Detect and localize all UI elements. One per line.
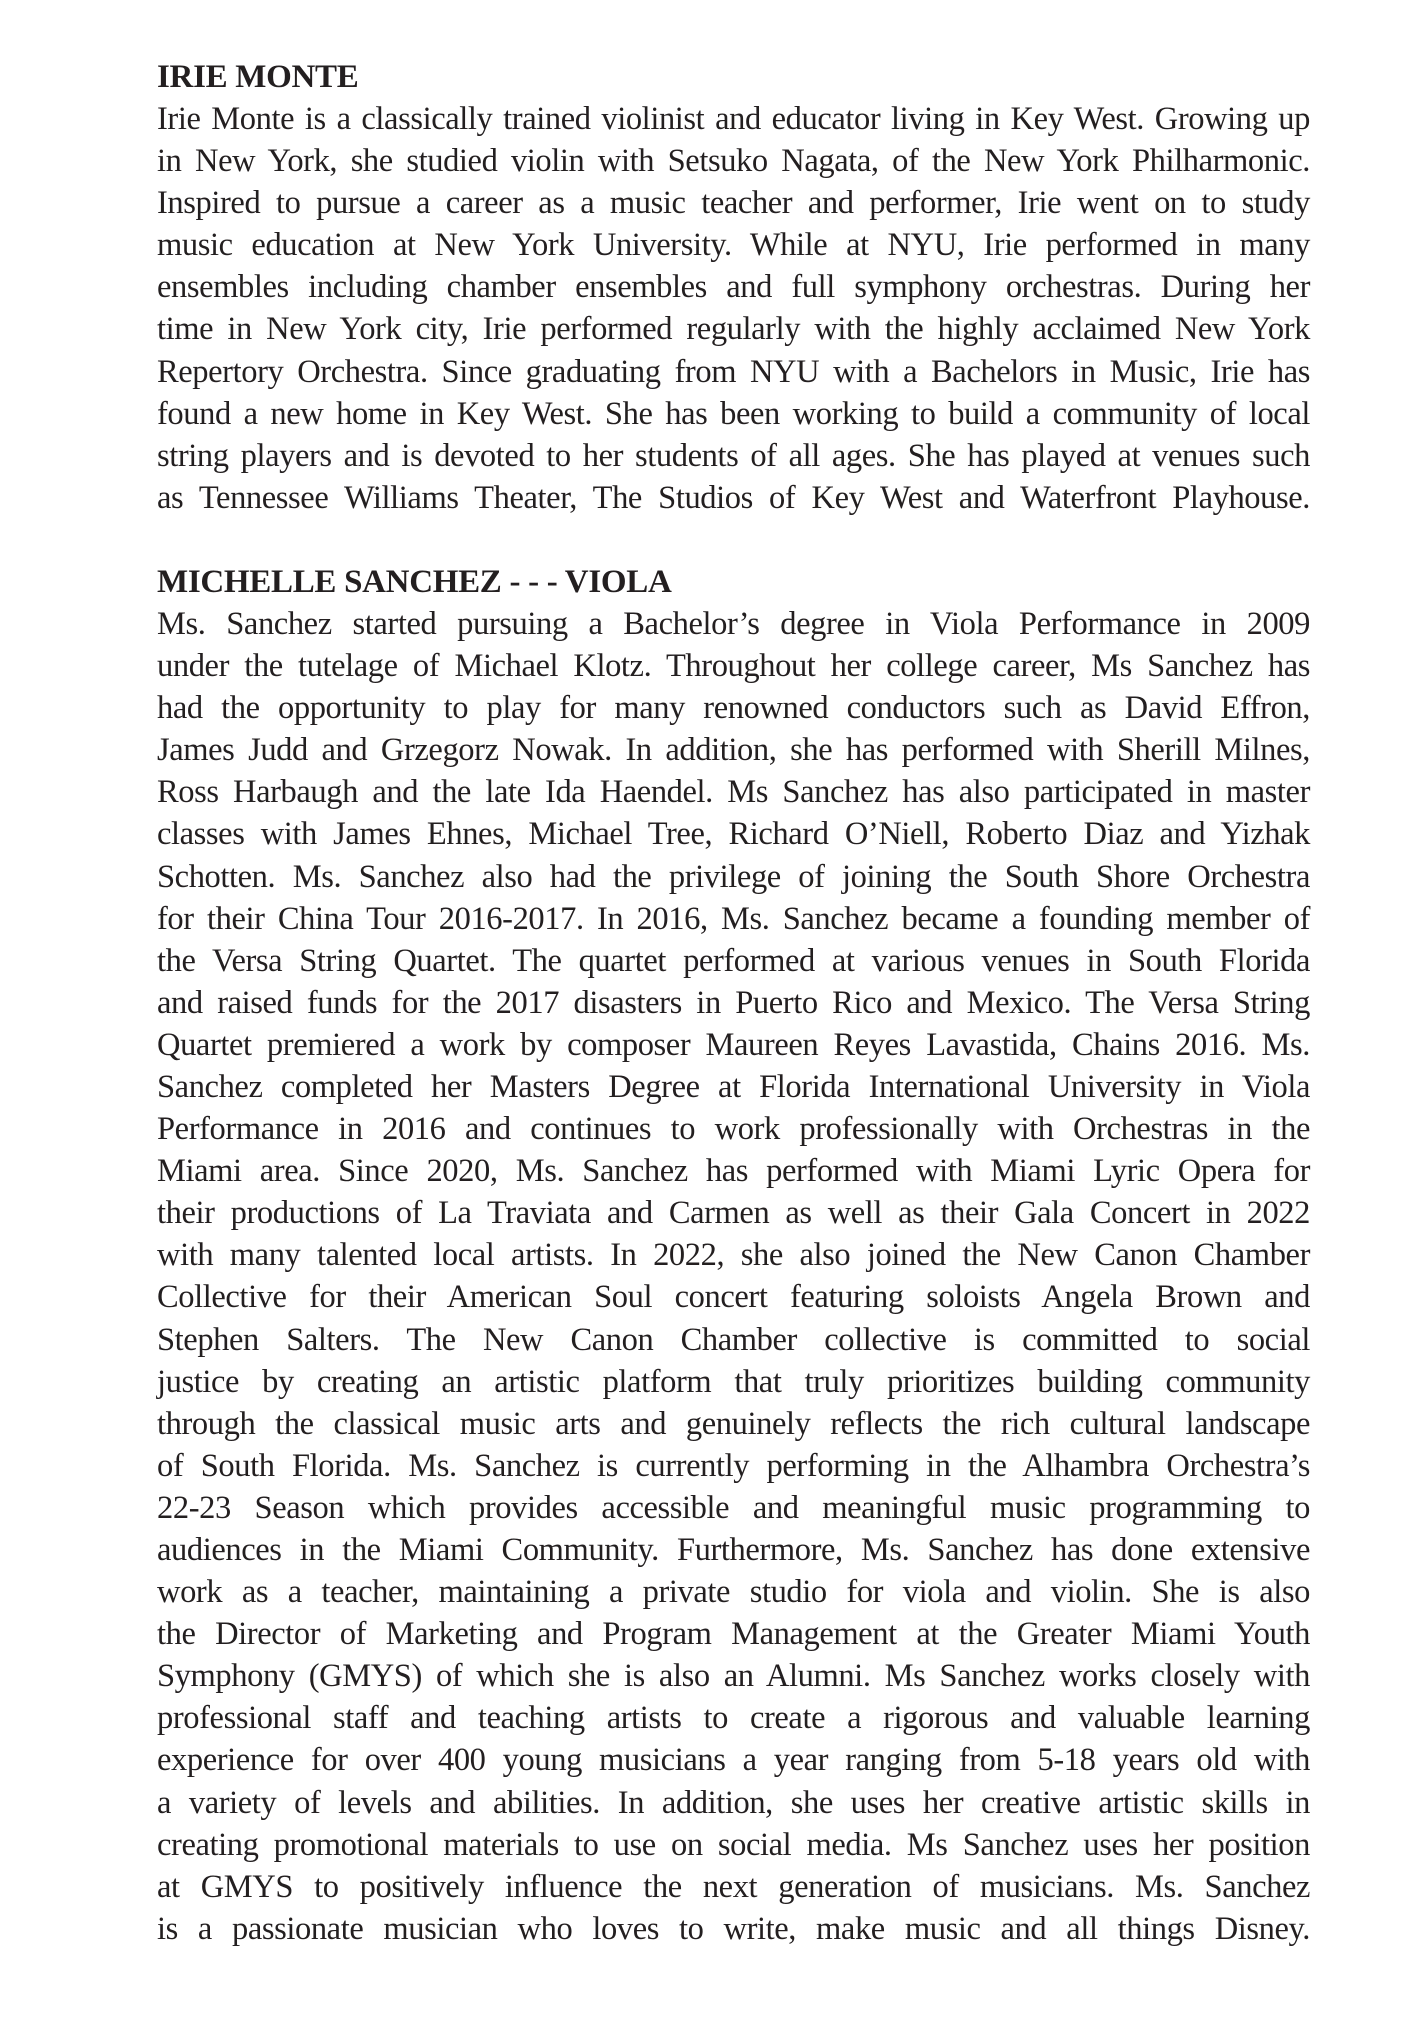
body-line bbox=[157, 1445, 1310, 1487]
body-line bbox=[157, 435, 1310, 477]
body-line bbox=[157, 1361, 1310, 1403]
body-line-text: professional staff and teaching artists to create a rigorous and valuable learning bbox=[157, 1700, 1310, 1737]
body-line-text: found a new home in Key West. She has been working to build a community of local bbox=[157, 395, 1310, 432]
bio-michelle-sanchez bbox=[157, 561, 1310, 1950]
body-line-text: for their China Tour 2016-2017. In 2016, Ms. Sanchez became a founding member of bbox=[157, 900, 1310, 937]
body-line-text: work as a teacher, maintaining a private studio for viola and violin. She is also bbox=[157, 1574, 1310, 1611]
body-line bbox=[157, 98, 1310, 140]
body-line-text: Repertory Orchestra. Since graduating from NYU with a Bachelors in Music, Irie has bbox=[157, 353, 1310, 390]
body-line-text: Irie Monte is a classically trained violinist and educator living in Key West. Growing up bbox=[157, 101, 1310, 137]
body-line bbox=[157, 856, 1310, 898]
body-line bbox=[157, 140, 1310, 182]
bio-heading: IRIE MONTE bbox=[157, 59, 359, 95]
body-line-text: is a passionate musician who loves to write, make music and all things Disney. bbox=[157, 1910, 1310, 1947]
body-line-text: justice by creating an artistic platform that truly prioritizes building community bbox=[157, 1363, 1310, 1400]
body-line-text: Symphony (GMYS) of which she is also an Alumni. Ms Sanchez works closely with bbox=[157, 1658, 1310, 1695]
body-line-text: in New York, she studied violin with Setsuko Nagata, of the New York Philharmonic. bbox=[157, 143, 1310, 180]
body-line-text: James Judd and Grzegorz Nowak. In addition, she has performed with Sherill Milnes, bbox=[157, 732, 1310, 769]
body-line-text: Quartet premiered a work by composer Maureen Reyes Lavastida, Chains 2016. Ms. bbox=[157, 1026, 1310, 1063]
body-line-text: 22-23 Season which provides accessible and meaningful music programming to bbox=[157, 1489, 1310, 1526]
body-line-text: ensembles including chamber ensembles and full symphony orchestras. During her bbox=[157, 269, 1310, 306]
body-line-text: Schotten. Ms. Sanchez also had the privilege of joining the South Shore Orchestra bbox=[157, 858, 1310, 895]
body-line bbox=[157, 1697, 1310, 1739]
body-line bbox=[157, 645, 1310, 687]
body-line bbox=[157, 771, 1310, 813]
body-line-text: the Director of Marketing and Program Management at the Greater Miami Youth bbox=[157, 1616, 1310, 1653]
body-line-text: time in New York city, Irie performed regularly with the highly acclaimed New York bbox=[157, 311, 1310, 348]
body-line bbox=[157, 1319, 1310, 1361]
body-line-text: as Tennessee Williams Theater, The Studios of Key West and Waterfront Playhouse. bbox=[157, 479, 1310, 516]
body-line-text: of South Florida. Ms. Sanchez is currently performing in the Alhambra Orchestra’s bbox=[157, 1447, 1310, 1484]
bio-irie-monte bbox=[157, 56, 1310, 519]
body-line bbox=[157, 1655, 1310, 1697]
body-line-text: and raised funds for the 2017 disasters in Puerto Rico and Mexico. The Versa String bbox=[157, 984, 1310, 1021]
body-line bbox=[157, 729, 1310, 771]
body-line bbox=[157, 1403, 1310, 1445]
body-line-text: Ms. Sanchez started pursuing a Bachelor’s degree in Viola Performance in 2009 bbox=[157, 605, 1310, 642]
body-line bbox=[157, 940, 1310, 982]
body-line bbox=[157, 351, 1310, 393]
body-line bbox=[157, 1276, 1310, 1318]
body-line-text: a variety of levels and abilities. In addition, she uses her creative artistic skills in bbox=[157, 1784, 1310, 1821]
body-line bbox=[157, 1024, 1310, 1066]
body-line-text: Miami area. Since 2020, Ms. Sanchez has performed with Miami Lyric Opera for bbox=[157, 1153, 1310, 1190]
body-line bbox=[157, 182, 1310, 224]
document-page bbox=[157, 56, 1310, 1950]
body-line bbox=[157, 1108, 1310, 1150]
body-line-text: their productions of La Traviata and Carmen as well as their Gala Concert in 2022 bbox=[157, 1195, 1310, 1232]
body-line bbox=[157, 1571, 1310, 1613]
body-line-text: experience for over 400 young musicians a year ranging from 5-18 years old with bbox=[157, 1742, 1310, 1779]
body-line-text: Stephen Salters. The New Canon Chamber collective is committed to social bbox=[157, 1321, 1310, 1358]
body-line bbox=[157, 1066, 1310, 1108]
body-line bbox=[157, 687, 1310, 729]
body-line-text: classes with James Ehnes, Michael Tree, Richard O’Niell, Roberto Diaz and Yizhak bbox=[157, 816, 1310, 853]
body-line bbox=[157, 224, 1310, 266]
body-line bbox=[157, 1739, 1310, 1781]
body-line bbox=[157, 1908, 1310, 1950]
body-line bbox=[157, 477, 1310, 519]
body-line-text: under the tutelage of Michael Klotz. Throughout her college career, Ms Sanchez has bbox=[157, 648, 1310, 685]
body-line bbox=[157, 982, 1310, 1024]
body-line-text: string players and is devoted to her students of all ages. She has played at venues such bbox=[157, 437, 1310, 474]
body-line-text: music education at New York University. While at NYU, Irie performed in many bbox=[157, 227, 1310, 264]
body-line-text: Ross Harbaugh and the late Ida Haendel. Ms Sanchez has also participated in master bbox=[157, 774, 1310, 811]
body-line bbox=[157, 1866, 1310, 1908]
body-line bbox=[157, 1529, 1310, 1571]
body-line-text: had the opportunity to play for many renowned conductors such as David Effron, bbox=[157, 690, 1310, 727]
bio-body bbox=[157, 98, 1310, 519]
body-line bbox=[157, 1613, 1310, 1655]
body-line-text: through the classical music arts and genuinely reflects the rich cultural landscape bbox=[157, 1405, 1310, 1442]
body-line bbox=[157, 1782, 1310, 1824]
body-line-text: Sanchez completed her Masters Degree at Florida International University in Viola bbox=[157, 1068, 1310, 1105]
body-line-text: the Versa String Quartet. The quartet performed at various venues in South Florida bbox=[157, 942, 1310, 979]
body-line bbox=[157, 1234, 1310, 1276]
bio-body bbox=[157, 603, 1310, 1950]
bio-heading: MICHELLE SANCHEZ - - - VIOLA bbox=[157, 563, 672, 600]
body-line bbox=[157, 266, 1310, 308]
body-line-text: creating promotional materials to use on social media. Ms Sanchez uses her position bbox=[157, 1826, 1310, 1863]
body-line bbox=[157, 308, 1310, 350]
body-line bbox=[157, 393, 1310, 435]
body-line-text: Performance in 2016 and continues to work professionally with Orchestras in the bbox=[157, 1111, 1310, 1148]
body-line-text: at GMYS to positively influence the next generation of musicians. Ms. Sanchez bbox=[157, 1868, 1310, 1905]
body-line bbox=[157, 1150, 1310, 1192]
body-line-text: audiences in the Miami Community. Furthermore, Ms. Sanchez has done extensive bbox=[157, 1532, 1310, 1568]
body-line bbox=[157, 1192, 1310, 1234]
body-line bbox=[157, 898, 1310, 940]
body-line-text: with many talented local artists. In 2022, she also joined the New Canon Chamber bbox=[157, 1237, 1310, 1274]
body-line-text: Inspired to pursue a career as a music teacher and performer, Irie went on to study bbox=[157, 185, 1310, 222]
body-line bbox=[157, 813, 1310, 855]
body-line bbox=[157, 603, 1310, 645]
body-line bbox=[157, 1824, 1310, 1866]
body-line bbox=[157, 1487, 1310, 1529]
body-line-text: Collective for their American Soul concert featuring soloists Angela Brown and bbox=[157, 1279, 1310, 1316]
